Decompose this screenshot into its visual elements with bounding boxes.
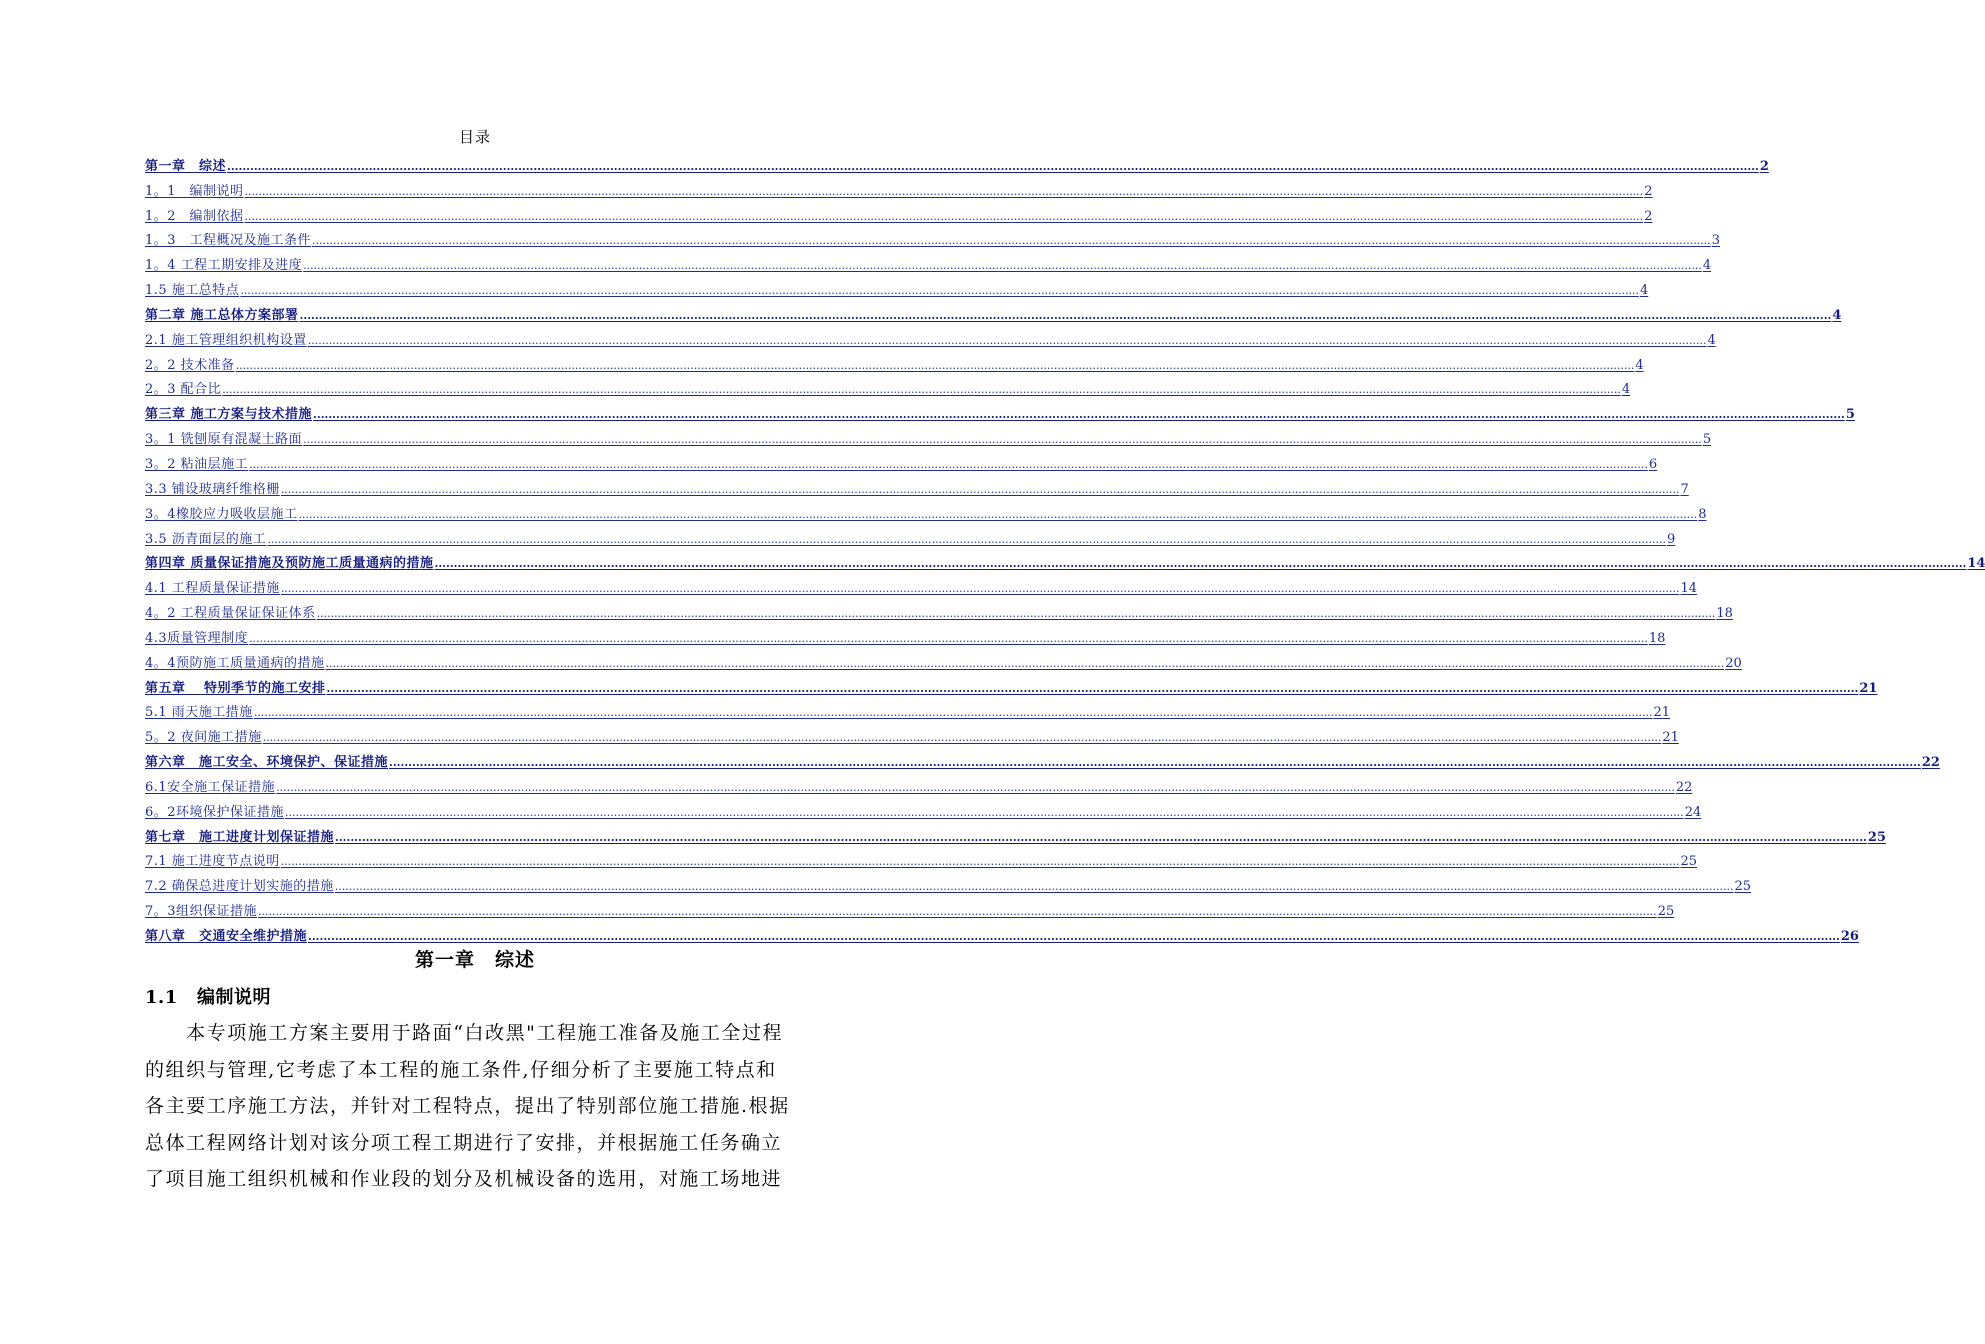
toc-entry-label: 第六章 施工安全、环境保护、保证措施 — [145, 755, 389, 771]
toc-entry-label: 3。4橡胶应力吸收层施工 — [145, 506, 298, 522]
toc-leader-dots: ................................................................................................................................................................................................................................................................................................................................................................................................................ — [249, 631, 1648, 645]
toc-entry-label: 1。2 编制依据 — [145, 208, 244, 224]
toc-page-number: 22 — [1921, 755, 1940, 771]
toc-section-link[interactable] — [145, 249, 1712, 274]
toc-section-link[interactable] — [145, 622, 1666, 647]
toc-page-number: 24 — [1684, 804, 1702, 820]
toc-section-link[interactable] — [145, 349, 1644, 374]
toc-page-number: 4 — [1707, 332, 1716, 348]
toc-entry-label: 第三章 施工方案与技术措施 — [145, 407, 313, 423]
toc-page-number: 7 — [1680, 481, 1689, 497]
toc-leader-dots: ................................................................................................................................................................................................................................................................................................................................................................................................................ — [285, 805, 1684, 819]
body-line: 的组织与管理,它考虑了本工程的施工条件,仔细分析了主要施工特点和 — [145, 1058, 777, 1081]
toc-chapter-link[interactable] — [145, 398, 1855, 423]
toc-section-link[interactable] — [145, 324, 1716, 349]
toc-title: 目录 — [458, 128, 491, 146]
toc-leader-dots: ................................................................................................................................................................................................................................................................................................................................................................................................................ — [325, 656, 1725, 670]
body-paragraph — [145, 1015, 809, 1198]
toc-leader-dots: ................................................................................................................................................................................................................................................................................................................................................................................................................ — [326, 681, 1859, 695]
toc-chapter-link[interactable] — [145, 672, 1878, 697]
chapter-heading: 第一章 综述 — [414, 949, 535, 971]
toc-leader-dots: ................................................................................................................................................................................................................................................................................................................................................................................................................ — [389, 756, 1921, 770]
toc-chapter-link[interactable] — [145, 548, 1985, 573]
toc-section-link[interactable] — [145, 175, 1653, 200]
toc-page-number: 4 — [1635, 357, 1644, 373]
toc-page-number: 25 — [1867, 829, 1886, 845]
toc-section-link[interactable] — [145, 697, 1670, 722]
toc-page-number: 9 — [1666, 531, 1676, 547]
toc-page-number: 26 — [1840, 929, 1859, 944]
toc-leader-dots: ................................................................................................................................................................................................................................................................................................................................................................................................................ — [313, 408, 1845, 422]
toc-page-number: 6 — [1648, 456, 1658, 472]
toc-section-link[interactable] — [145, 846, 1697, 871]
toc-entry-label: 3。2 粘油层施工 — [145, 456, 249, 472]
toc-section-link[interactable] — [145, 796, 1702, 821]
toc-leader-dots: ................................................................................................................................................................................................................................................................................................................................................................................................................ — [249, 457, 1648, 471]
toc-entry-label: 1。3 工程概况及施工条件 — [145, 233, 312, 249]
toc-entry-label: 第七章 施工进度计划保证措施 — [145, 829, 335, 845]
toc-entry-label: 第八章 交通安全维护措施 — [145, 929, 308, 944]
toc-page-number: 4 — [1832, 307, 1842, 323]
toc-page-number: 25 — [1657, 904, 1675, 920]
toc-entry-label: 4。2 工程质量保证保证体系 — [145, 606, 316, 622]
toc-section-link[interactable] — [145, 200, 1653, 225]
toc-entry-label: 4.3质量管理制度 — [145, 630, 249, 646]
toc-section-link[interactable] — [145, 473, 1689, 498]
toc-section-link[interactable] — [145, 423, 1712, 448]
toc-entry-label: 3.5 沥青面层的施工 — [145, 531, 267, 547]
toc-entry-label: 4。4预防施工质量通病的措施 — [145, 655, 325, 671]
toc-page-number: 2 — [1644, 208, 1653, 224]
toc-chapter-link[interactable] — [145, 746, 1940, 771]
toc-entry-label: 7。3组织保证措施 — [145, 904, 258, 920]
toc-leader-dots: ................................................................................................................................................................................................................................................................................................................................................................................................................ — [244, 209, 1644, 223]
toc-entry-label: 第一章 综述 — [145, 158, 227, 174]
toc-chapter-link[interactable] — [145, 150, 1769, 175]
toc-leader-dots: ................................................................................................................................................................................................................................................................................................................................................................................................................ — [312, 234, 1711, 248]
toc-chapter-link[interactable] — [145, 299, 1842, 324]
toc-page-number: 2 — [1759, 158, 1769, 174]
toc-leader-dots: ................................................................................................................................................................................................................................................................................................................................................................................................................ — [299, 308, 1832, 322]
toc-leader-dots: ................................................................................................................................................................................................................................................................................................................................................................................................................ — [280, 582, 1680, 596]
toc-entry-label: 2。3 配合比 — [145, 382, 222, 398]
toc-leader-dots: ................................................................................................................................................................................................................................................................................................................................................................................................................ — [258, 905, 1657, 919]
toc-chapter-link[interactable] — [145, 920, 1859, 945]
toc-leader-dots: ................................................................................................................................................................................................................................................................................................................................................................................................................ — [253, 706, 1653, 720]
section-number: 1.1 — [145, 987, 178, 1008]
toc-page-number: 8 — [1698, 506, 1707, 522]
toc-page-number: 14 — [1967, 556, 1985, 572]
toc-leader-dots: ................................................................................................................................................................................................................................................................................................................................................................................................................ — [308, 930, 1840, 943]
toc-section-link[interactable] — [145, 374, 1631, 399]
toc-page-number: 5 — [1845, 407, 1855, 423]
toc-leader-dots: ................................................................................................................................................................................................................................................................................................................................................................................................................ — [240, 284, 1639, 298]
table-of-contents — [145, 150, 1985, 945]
toc-leader-dots: ................................................................................................................................................................................................................................................................................................................................................................................................................ — [434, 557, 1967, 571]
toc-section-link[interactable] — [145, 870, 1751, 895]
toc-page-number: 20 — [1725, 655, 1742, 671]
toc-page-number: 4 — [1621, 382, 1631, 398]
toc-entry-label: 6。2环境保护保证措施 — [145, 804, 285, 820]
toc-leader-dots: ................................................................................................................................................................................................................................................................................................................................................................................................................ — [335, 830, 1867, 844]
toc-section-link[interactable] — [145, 647, 1742, 672]
toc-page-number: 25 — [1680, 854, 1697, 870]
toc-leader-dots: ................................................................................................................................................................................................................................................................................................................................................................................................................ — [235, 358, 1635, 372]
section-title: 编制说明 — [197, 987, 271, 1008]
toc-entry-label: 1.5 施工总特点 — [145, 283, 240, 299]
toc-page-number: 25 — [1734, 879, 1751, 895]
toc-page-number: 21 — [1859, 680, 1878, 696]
toc-leader-dots: ................................................................................................................................................................................................................................................................................................................................................................................................................ — [303, 259, 1702, 273]
toc-leader-dots: ................................................................................................................................................................................................................................................................................................................................................................................................................ — [316, 607, 1716, 621]
toc-page-number: 4 — [1702, 258, 1712, 274]
toc-entry-label: 第四章 质量保证措施及预防施工质量通病的措施 — [145, 556, 434, 572]
toc-section-link[interactable] — [145, 597, 1733, 622]
body-line: 总体工程网络计划对该分项工程工期进行了安排，并根据施工任务确立 — [145, 1131, 783, 1154]
toc-entry-label: 第五章 特别季节的施工安排 — [145, 680, 326, 696]
toc-page-number: 18 — [1716, 606, 1733, 622]
toc-page-number: 5 — [1702, 432, 1712, 448]
toc-page-number: 3 — [1711, 233, 1720, 249]
toc-page-number: 22 — [1675, 779, 1693, 795]
toc-chapter-link[interactable] — [145, 821, 1886, 846]
toc-entry-label: 3。1 铣刨原有混凝土路面 — [145, 432, 303, 448]
toc-leader-dots: ................................................................................................................................................................................................................................................................................................................................................................................................................ — [280, 855, 1680, 869]
toc-leader-dots: ................................................................................................................................................................................................................................................................................................................................................................................................................ — [307, 333, 1707, 347]
toc-entry-label: 2.1 施工管理组织机构设置 — [145, 332, 307, 348]
toc-section-link[interactable] — [145, 498, 1707, 523]
toc-section-link[interactable] — [145, 448, 1658, 473]
toc-leader-dots: ................................................................................................................................................................................................................................................................................................................................................................................................................ — [280, 482, 1680, 496]
body-line: 本专项施工方案主要用于路面“白改黑"工程施工准备及施工全过程 — [145, 1022, 784, 1044]
toc-entry-label: 5.1 雨天施工措施 — [145, 705, 253, 721]
toc-entry-label: 7.2 确保总进度计划实施的措施 — [145, 879, 334, 895]
toc-page-number: 2 — [1644, 183, 1653, 199]
toc-leader-dots: ................................................................................................................................................................................................................................................................................................................................................................................................................ — [267, 532, 1666, 546]
toc-section-link[interactable] — [145, 274, 1649, 299]
toc-page-number: 21 — [1662, 730, 1679, 746]
toc-page-number: 14 — [1680, 581, 1697, 597]
toc-entry-label: 7.1 施工进度节点说明 — [145, 854, 280, 870]
toc-leader-dots: ................................................................................................................................................................................................................................................................................................................................................................................................................ — [298, 507, 1698, 521]
toc-section-link[interactable] — [145, 225, 1720, 250]
toc-entry-label: 3.3 铺设玻璃纤维格栅 — [145, 481, 280, 497]
toc-section-link[interactable] — [145, 895, 1675, 920]
toc-entry-label: 6.1安全施工保证措施 — [145, 779, 276, 795]
section-heading — [145, 983, 271, 1009]
toc-section-link[interactable] — [145, 523, 1676, 548]
toc-leader-dots: ................................................................................................................................................................................................................................................................................................................................................................................................................ — [303, 433, 1702, 447]
toc-leader-dots: ................................................................................................................................................................................................................................................................................................................................................................................................................ — [222, 383, 1621, 397]
body-line: 各主要工序施工方法，并针对工程特点，提出了特别部位施工措施.根据 — [145, 1095, 790, 1117]
toc-page-number: 4 — [1639, 283, 1649, 299]
toc-section-link[interactable] — [145, 771, 1693, 796]
toc-entry-label: 1。1 编制说明 — [145, 183, 244, 199]
toc-page-number: 21 — [1653, 705, 1670, 721]
toc-entry-label: 1。4 工程工期安排及进度 — [145, 258, 303, 274]
toc-leader-dots: ................................................................................................................................................................................................................................................................................................................................................................................................................ — [244, 184, 1644, 198]
toc-leader-dots: ................................................................................................................................................................................................................................................................................................................................................................................................................ — [276, 780, 1675, 794]
toc-entry-label: 第二章 施工总体方案部署 — [145, 307, 299, 323]
body-line: 了项目施工组织机械和作业段的划分及机械设备的选用，对施工场地进 — [145, 1168, 783, 1190]
toc-entry-label: 5。2 夜间施工措施 — [145, 730, 262, 746]
toc-leader-dots: ................................................................................................................................................................................................................................................................................................................................................................................................................ — [227, 159, 1759, 173]
toc-section-link[interactable] — [145, 721, 1679, 746]
toc-section-link[interactable] — [145, 572, 1697, 597]
toc-page-number: 18 — [1648, 630, 1666, 646]
toc-leader-dots: ................................................................................................................................................................................................................................................................................................................................................................................................................ — [262, 731, 1662, 745]
toc-leader-dots: ................................................................................................................................................................................................................................................................................................................................................................................................................ — [334, 880, 1734, 894]
toc-entry-label: 4.1 工程质量保证措施 — [145, 581, 280, 597]
toc-entry-label: 2。2 技术准备 — [145, 357, 235, 373]
